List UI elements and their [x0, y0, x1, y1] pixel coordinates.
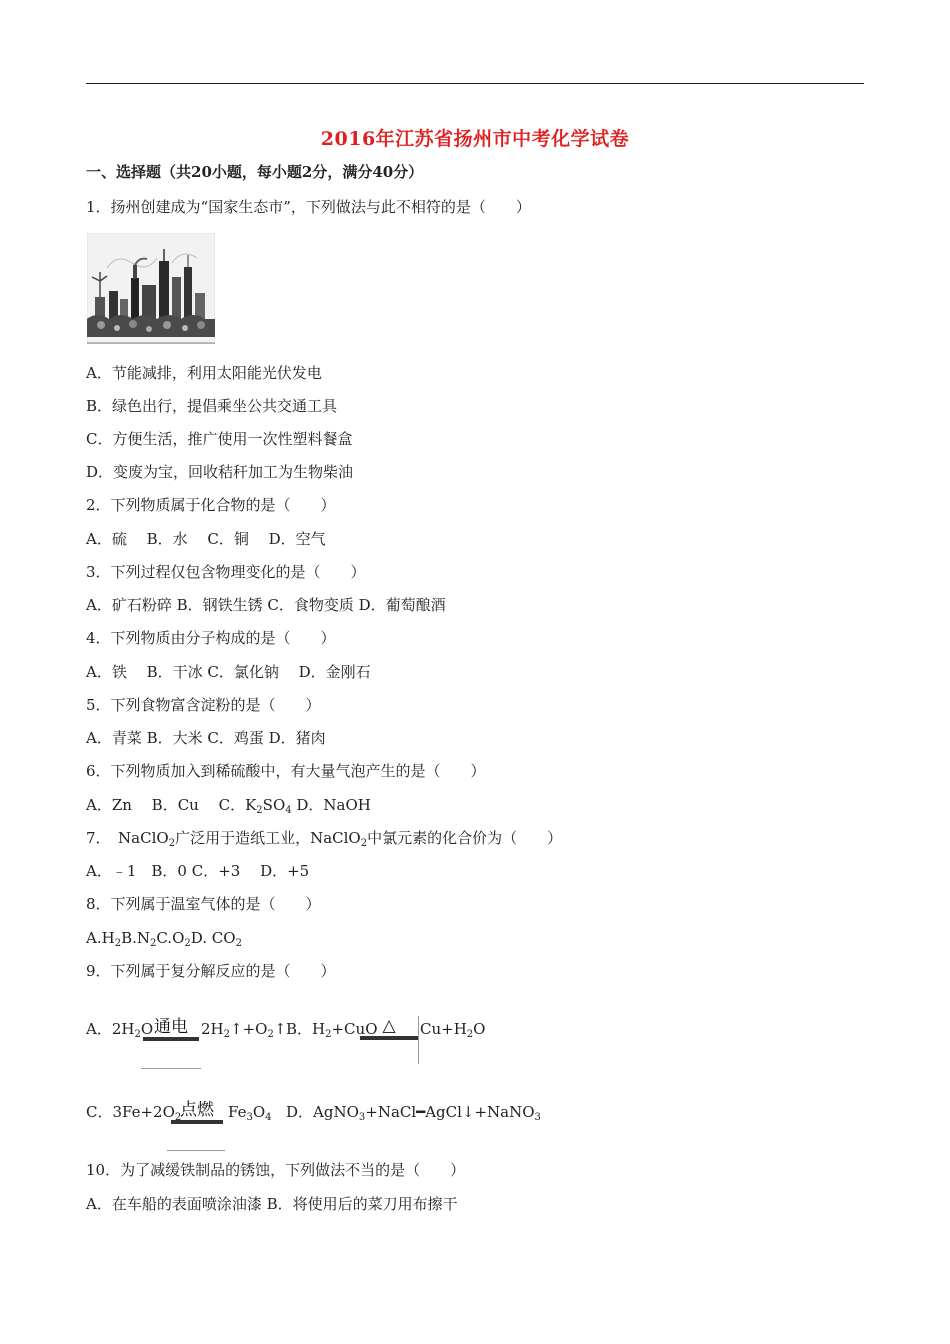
q9-c-condition: 点燃 — [171, 1101, 223, 1124]
q9-b-condition: △ — [360, 1017, 418, 1040]
q10-options: A．在车船的表面喷涂油漆 B．将使用后的菜刀用布擦干 — [86, 1195, 458, 1213]
q9-option-a-product: $2H_2↑+O_2↑$ — [201, 1020, 287, 1040]
q9-option-b-reactant: B．$H_2+CuO$ — [286, 1020, 378, 1040]
q9-stem: 9．下列属于复分解反应的是（ ） — [86, 962, 336, 980]
q9-a-condition: 通电 — [143, 1018, 199, 1041]
page-title: 2016年江苏省扬州市中考化学试卷 — [320, 128, 630, 150]
q4-options: A．铁 B．干冰 C．氯化钠 D．金刚石 — [86, 663, 371, 681]
q2-stem: 2．下列物质属于化合物的是（ ） — [86, 496, 336, 514]
q7-options: A．﹣1 B．0 C．+3 D．+5 — [86, 862, 310, 880]
q8-stem: 8．下列属于温室气体的是（ ） — [86, 895, 321, 913]
q10-stem: 10．为了减缓铁制品的锈蚀，下列做法不当的是（ ） — [86, 1161, 466, 1179]
q4-stem: 4．下列物质由分子构成的是（ ） — [86, 629, 336, 647]
q9-option-b-product: $Cu+H_2O$ — [420, 1020, 486, 1040]
q7-stem: 7． NaClO$_2$广泛用于造纸工业，NaClO$_2$中氯元素的化合价为（ ） — [86, 829, 563, 849]
q9-option-a-reactant: A．$2H_2O$ — [86, 1020, 154, 1040]
q9-option-c-reactant: C．$3Fe+2O_2$ — [86, 1103, 182, 1123]
q8-options: $A.H_2B.N_2C.O_2D$. $CO_2$ — [86, 929, 242, 949]
q9-b-divider — [418, 1016, 419, 1064]
q6-stem: 6．下列物质加入到稀硫酸中，有大量气泡产生的是（ ） — [86, 762, 486, 780]
q1-option-a: A．节能减排，利用太阳能光伏发电 — [86, 364, 322, 382]
q5-stem: 5．下列食物富含淀粉的是（ ） — [86, 696, 321, 714]
city-illustration — [87, 233, 215, 344]
q1-stem: 1．扬州创建成为“国家生态市”，下列做法与此不相符的是（ ） — [86, 198, 531, 216]
q5-options: A．青菜 B．大米 C．鸡蛋 D．猪肉 — [86, 729, 326, 747]
q1-option-c: C．方便生活，推广使用一次性塑料餐盒 — [86, 430, 353, 448]
q9-option-d: D．AgNO$_3$+NaCl━AgCl↓+NaNO$_3$ — [286, 1103, 541, 1123]
q9-option-c-product: $Fe_3O_4$ — [228, 1103, 272, 1123]
q3-options: A．矿石粉碎 B．钢铁生锈 C．食物变质 D．葡萄酿酒 — [86, 596, 446, 614]
q1-option-b: B．绿色出行，提倡乘坐公共交通工具 — [86, 397, 338, 415]
q3-stem: 3．下列过程仅包含物理变化的是（ ） — [86, 563, 366, 581]
q1-option-d: D．变废为宝，回收秸秆加工为生物柴油 — [86, 463, 354, 481]
q9-c-underline — [167, 1150, 225, 1151]
top-rule — [86, 83, 864, 84]
section-heading: 一、选择题（共20小题，每小题2分，满分40分） — [86, 163, 424, 181]
q2-options: A．硫 B．水 C．铜 D．空气 — [86, 530, 326, 548]
q6-options: A．Zn B．Cu C．$K_2SO_4$ D．NaOH — [86, 796, 371, 816]
q9-a-underline — [141, 1068, 201, 1069]
